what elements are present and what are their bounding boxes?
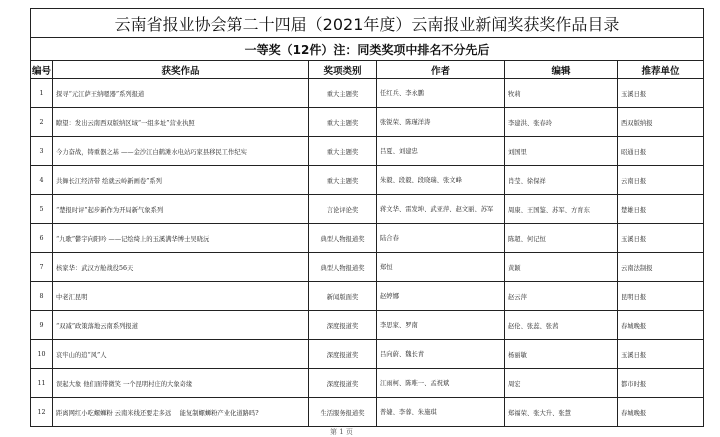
cell-category: 深度报道奖 — [309, 340, 377, 369]
cell-work: 中老汇昆明 — [53, 282, 309, 311]
cell-author: 普婕、李蓉、朱施琪 — [377, 398, 505, 427]
table-row — [31, 369, 704, 398]
cell-author: 郑恒 — [377, 253, 505, 282]
table-row — [31, 340, 704, 369]
cell-unit: 云南法制报 — [618, 253, 704, 282]
cell-work: 共舞长江经济带 绘就云岭新画卷”系列 — [53, 166, 309, 195]
table-row — [31, 224, 704, 253]
cell-unit: 春城晚报 — [618, 311, 704, 340]
header-work: 获奖作品 — [53, 61, 309, 79]
cell-index: 5 — [31, 195, 53, 224]
cell-category: 深度报道奖 — [309, 369, 377, 398]
table-row — [31, 195, 704, 224]
page-footer: 第 1 页 — [330, 428, 353, 436]
cell-editor: 周康、王国鉴、苏军、方育东 — [505, 195, 618, 224]
cell-editor: 李建洪、张春玲 — [505, 108, 618, 137]
table-row — [31, 398, 704, 427]
cell-unit: 云南日报 — [618, 166, 704, 195]
cell-work: “双减”政策落地云南系列报道 — [53, 311, 309, 340]
cell-unit: 玉溪日报 — [618, 224, 704, 253]
cell-author: 江雨柯、陈唯一、孟祝斌 — [377, 369, 505, 398]
header-row — [31, 61, 704, 79]
cell-work: 哀牢山的追“风”人 — [53, 340, 309, 369]
cell-author: 张锐荣、陈瑾洋涛 — [377, 108, 505, 137]
cell-work: 误起大象 他们面带微笑 一个昆明村庄的大象奇缘 — [53, 369, 309, 398]
cell-category: 言论评论奖 — [309, 195, 377, 224]
table-row — [31, 282, 704, 311]
header-unit: 推荐单位 — [618, 61, 704, 79]
cell-index: 6 — [31, 224, 53, 253]
table-row — [31, 79, 704, 108]
cell-editor: 黄颖 — [505, 253, 618, 282]
header-index: 编号 — [31, 61, 53, 79]
cell-work: 探寻“元江萨王纳嗯器”系列报道 — [53, 79, 309, 108]
cell-editor: 杨丽敏 — [505, 340, 618, 369]
table-row — [31, 311, 704, 340]
cell-unit: 玉溪日报 — [618, 340, 704, 369]
cell-category: 典型人物报道奖 — [309, 224, 377, 253]
table-row — [31, 166, 704, 195]
cell-category: 新闻版面奖 — [309, 282, 377, 311]
cell-editor: 赵伦、张蕊、张茜 — [505, 311, 618, 340]
cell-category: 生活服务报道奖 — [309, 398, 377, 427]
cell-index: 7 — [31, 253, 53, 282]
cell-work: “楚报时评”起步新作为开局新气象系列 — [53, 195, 309, 224]
header-category: 奖项类别 — [309, 61, 377, 79]
table-row — [31, 137, 704, 166]
cell-work: 瞭望：发出云南西双版纳区域“一组多址”营业执照 — [53, 108, 309, 137]
cell-author: 赵婷娜 — [377, 282, 505, 311]
cell-category: 重大主题奖 — [309, 79, 377, 108]
cell-editor: 刘国里 — [505, 137, 618, 166]
cell-unit: 都市时报 — [618, 369, 704, 398]
cell-index: 12 — [31, 398, 53, 427]
document-title: 云南省报业协会第二十四届（2021年度）云南报业新闻奖获奖作品目录 — [31, 9, 704, 38]
cell-index: 11 — [31, 369, 53, 398]
cell-index: 2 — [31, 108, 53, 137]
cell-author: 李思家、罗南 — [377, 311, 505, 340]
cell-work: 核家华：武汉方舱战役56天 — [53, 253, 309, 282]
cell-editor: 牧莉 — [505, 79, 618, 108]
award-table — [30, 8, 704, 427]
cell-index: 9 — [31, 311, 53, 340]
cell-work: 今力奋战，铸重器之基 ——金沙江白鹤滩水电站巧家县移民工作纪实 — [53, 137, 309, 166]
cell-unit: 昆明日报 — [618, 282, 704, 311]
cell-editor: 赵云萍 — [505, 282, 618, 311]
cell-author: 朱毅、段毅、段晓瑞、张文峰 — [377, 166, 505, 195]
document-subtitle: 一等奖（12件）注：同类奖项中排名不分先后 — [31, 38, 704, 61]
cell-author: 吕向蔚、魏长青 — [377, 340, 505, 369]
header-author: 作者 — [377, 61, 505, 79]
cell-unit: 玉溪日报 — [618, 79, 704, 108]
header-editor: 编辑 — [505, 61, 618, 79]
cell-editor: 周宏 — [505, 369, 618, 398]
cell-work: 距离网红小吃螺蛳粉 云南米线还要走多远 能复制螺蛳粉产业化道路吗? — [53, 398, 309, 427]
cell-category: 典型人物报道奖 — [309, 253, 377, 282]
cell-index: 3 — [31, 137, 53, 166]
cell-author: 陆合春 — [377, 224, 505, 253]
cell-index: 8 — [31, 282, 53, 311]
cell-unit: 昭通日报 — [618, 137, 704, 166]
table-row — [31, 108, 704, 137]
cell-work: “九歌”鬱宇向阳吟 ——记绘绮上的玉溪满华博士吴晓沅 — [53, 224, 309, 253]
cell-category: 重大主题奖 — [309, 108, 377, 137]
cell-index: 10 — [31, 340, 53, 369]
cell-index: 4 — [31, 166, 53, 195]
cell-index: 1 — [31, 79, 53, 108]
cell-unit: 西双版纳报 — [618, 108, 704, 137]
cell-unit: 楚雄日报 — [618, 195, 704, 224]
cell-author: 蒋文华、雷发坤、武亚萍、赵文丽、苏军 — [377, 195, 505, 224]
cell-author: 吕夏、刘建忠 — [377, 137, 505, 166]
cell-editor: 郑福荣、张大升、张慧 — [505, 398, 618, 427]
cell-category: 重大主题奖 — [309, 166, 377, 195]
cell-editor: 肖莹、徐保祥 — [505, 166, 618, 195]
cell-author: 任红兵、李永鹏 — [377, 79, 505, 108]
cell-category: 深度报道奖 — [309, 311, 377, 340]
award-list-sheet — [30, 8, 703, 427]
table-row — [31, 253, 704, 282]
cell-category: 重大主题奖 — [309, 137, 377, 166]
cell-unit: 春城晚报 — [618, 398, 704, 427]
cell-editor: 陈超、何记恒 — [505, 224, 618, 253]
